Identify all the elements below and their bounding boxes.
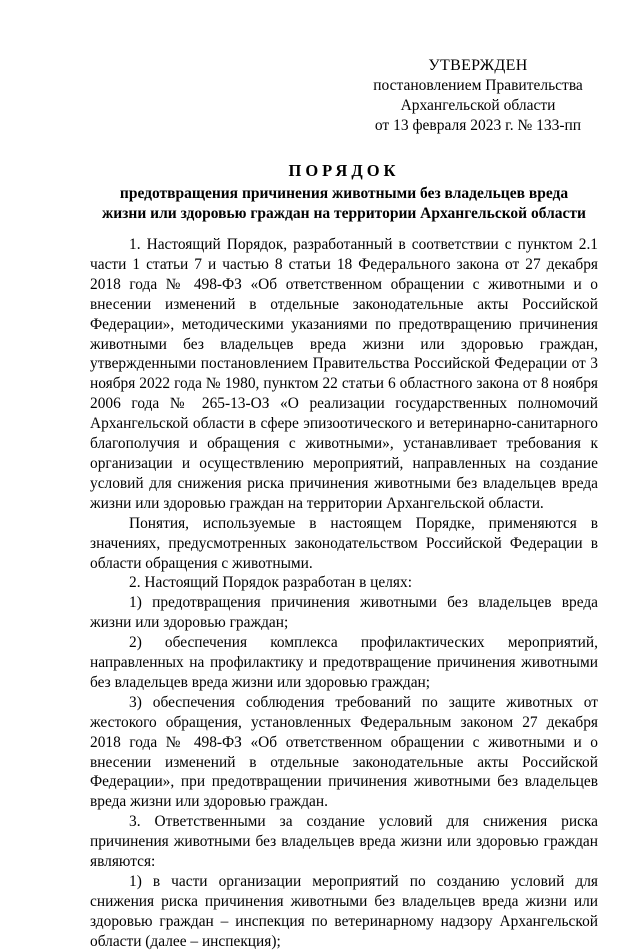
- paragraph: 3. Ответственными за создание условий для снижения риска причинения животными без владельцев вреда жизни или здоровью граждан являются:: [90, 813, 598, 871]
- approval-line: от 13 февраля 2023 г. № 133-пп: [374, 117, 582, 134]
- approval-heading: УТВЕРЖДЕН: [428, 57, 528, 74]
- document-title: ПОРЯДОК: [288, 161, 400, 180]
- document-body: [90, 235, 598, 952]
- paragraph: 1) предотвращения причинения животными без владельцев вреда жизни или здоровью граждан;: [90, 594, 598, 632]
- paragraph: 3) обеспечения соблюдения требований по защите животных от жестокого обращения, установленных Федеральным законом 27 декабря 2018 года № 498-ФЗ «Об ответственном обращении с животными и о внесении изменений в отдельные законодательные акты Российской Федерации», при предотвращении причинения животными без владельцев вреда жизни или здоровью граждан.: [90, 693, 598, 811]
- approval-stamp: [368, 56, 588, 136]
- document-title-block: [90, 160, 598, 224]
- paragraph: 1) в части организации мероприятий по созданию условий для снижения риска причинения животными без владельцев вреда жизни или здоровью граждан – инспекция по ветеринарному надзору Архангельской области (далее – инспекция);: [90, 873, 598, 950]
- paragraph: 2. Настоящий Порядок разработан в целях:: [129, 574, 412, 592]
- paragraph: Понятия, используемые в настоящем Порядке, применяются в значениях, предусмотренных законодательством Российской Федерации в области обращения с животными.: [90, 514, 598, 572]
- approval-line: постановлением Правительства: [373, 77, 583, 94]
- paragraph: 1. Настоящий Порядок, разработанный в соответствии с пунктом 2.1 части 1 статьи 7 и частью 8 статьи 18 Федерального закона от 27 декабря 2018 года № 498-ФЗ «Об ответственном обращении с животными и о внесении изменений в отдельные законодательные акты Российской Федерации», методическими указаниями по предотвращению причинения животными без владельцев вреда жизни или здоровью граждан, утвержденными постановлением Правительства Российской Федерации от 3 ноября 2022 года № 1980, пунктом 22 статьи 6 областного закона от 8 ноября 2006 года № 265-13-ОЗ «О реализации государственных полномочий Архангельской области в сфере эпизоотического и ветеринарно-санитарного благополучия и обращения с животными», устанавливает требования к организации и осуществлению мероприятий, направленных на создание условий для снижения риска причинения животными без владельцев вреда жизни или здоровью граждан на территории Архангельской области.: [90, 236, 598, 512]
- paragraph: 2) обеспечения комплекса профилактических мероприятий, направленных на профилактику и предотвращение причинения животными без владельцев вреда жизни или здоровью граждан;: [90, 634, 598, 691]
- document-subtitle: жизни или здоровью граждан на территории Архангельской области: [102, 205, 586, 222]
- document-subtitle: предотвращения причинения животными без владельцев вреда: [119, 185, 569, 202]
- approval-line: Архангельской области: [400, 97, 556, 114]
